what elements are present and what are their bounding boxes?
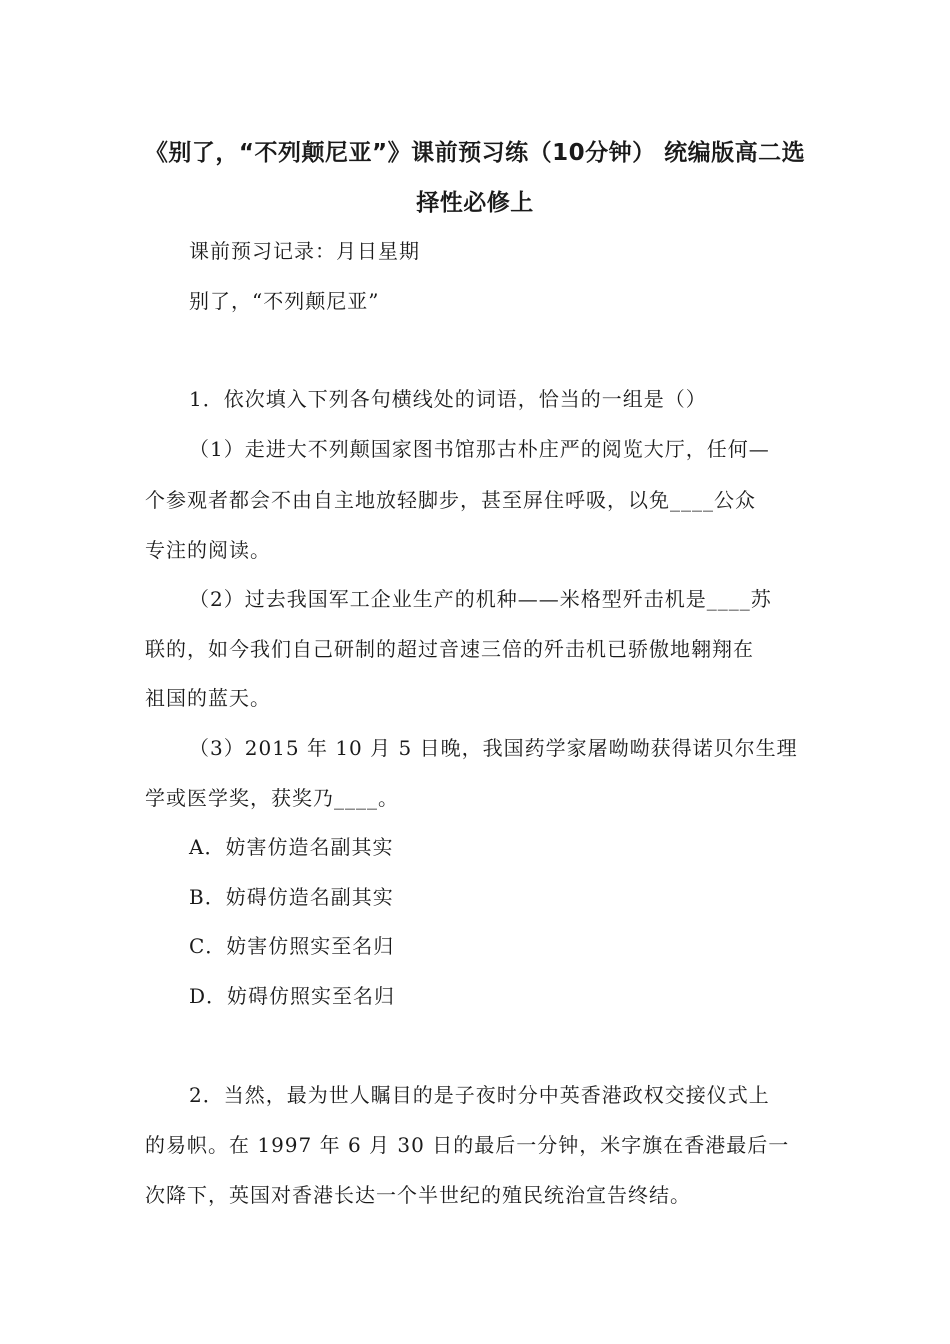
question-1-sentence-2-line-1: （2）过去我国军工企业生产的机种——米格型歼击机是____苏 [189, 587, 772, 611]
preview-record-label: 课前预习记录：月日星期 [189, 239, 420, 263]
question-1-sentence-1-line-3: 专注的阅读。 [145, 538, 271, 562]
question-1-sentence-2-line-2: 联的，如今我们自己研制的超过音速三倍的歼击机已骄傲地翱翔在 [145, 637, 754, 661]
question-2-line-3: 次降下，英国对香港长达一个半世纪的殖民统治宣告终结。 [145, 1183, 691, 1207]
question-1-sentence-3-line-1: （3）2015 年 10 月 5 日晚，我国药学家屠呦呦获得诺贝尔生理 [189, 736, 798, 760]
question-1-option-b: B．妨碍仿造名副其实 [189, 885, 394, 909]
question-1-sentence-2-line-3: 祖国的蓝天。 [145, 686, 271, 710]
question-1-option-a: A．妨害仿造名副其实 [189, 835, 394, 859]
question-1-option-c: C．妨害仿照实至名归 [189, 934, 395, 958]
question-1-sentence-1-line-1: （1）走进大不列颠国家图书馆那古朴庄严的阅览大厅，任何— [189, 437, 770, 461]
question-2-line-2: 的易帜。在 1997 年 6 月 30 日的最后一分钟，米字旗在香港最后一 [145, 1133, 790, 1157]
question-1-stem: 1．依次填入下列各句横线处的词语，恰当的一组是（） [189, 387, 707, 411]
question-1-sentence-3-line-2: 学或医学奖，获奖乃____。 [145, 786, 399, 810]
question-2-line-1: 2．当然，最为世人瞩目的是子夜时分中英香港政权交接仪式上 [189, 1083, 770, 1107]
question-1-sentence-1-line-2: 个参观者都会不由自主地放轻脚步，甚至屏住呼吸，以免____公众 [145, 488, 756, 512]
document-title-line-2: 择性必修上 [416, 190, 534, 216]
document-title-line-1: 《别了，“不列颠尼亚”》课前预习练（10分钟） 统编版高二选 [144, 140, 806, 166]
question-1-option-d: D．妨碍仿照实至名归 [189, 984, 396, 1008]
lesson-title: 别了，“不列颠尼亚” [189, 289, 380, 313]
